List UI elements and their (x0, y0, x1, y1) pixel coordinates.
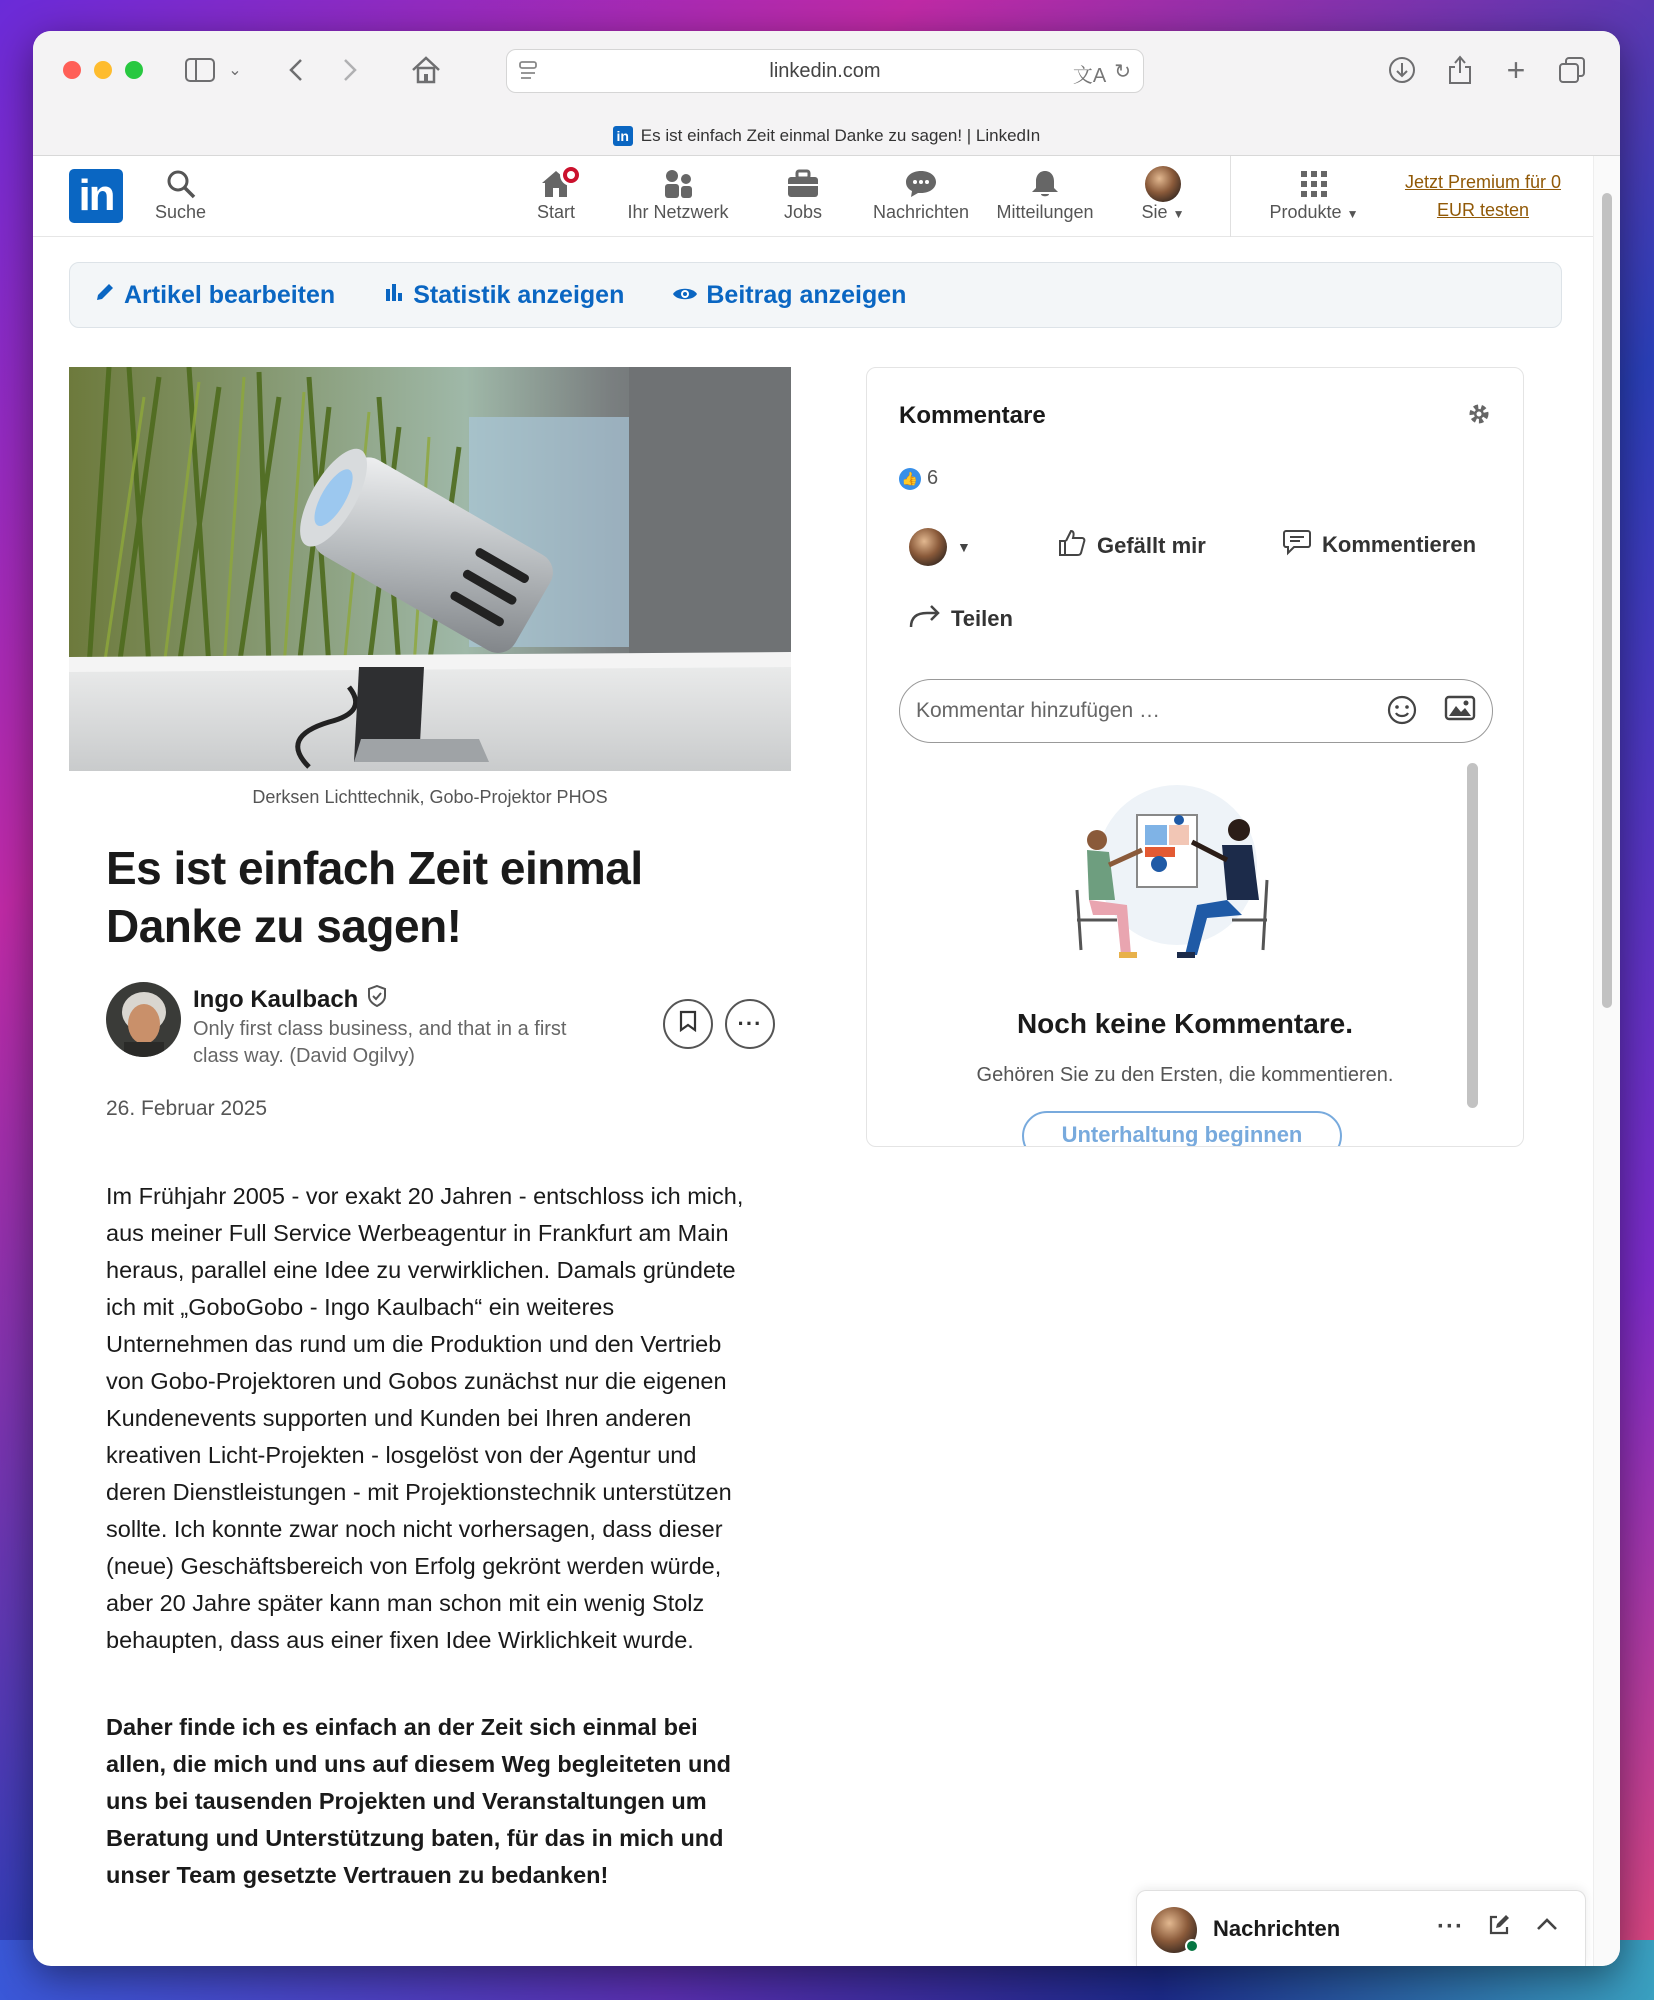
window-controls (63, 61, 143, 79)
emoji-icon[interactable] (1386, 694, 1418, 733)
address-bar[interactable] (506, 49, 1144, 93)
messaging-bar[interactable] (1136, 1890, 1586, 1966)
bell-icon (1030, 166, 1060, 202)
nav-start-label: Start (536, 202, 575, 222)
minimize-window-button[interactable] (94, 61, 112, 79)
tab-title: Es ist einfach Zeit einmal Danke zu sagen! | LinkedIn (640, 126, 1041, 145)
briefcase-icon (786, 166, 820, 202)
image-icon[interactable] (1444, 694, 1476, 733)
home-icon[interactable] (409, 53, 443, 87)
linkedin-nav (33, 156, 1593, 237)
caret-down-icon: ▼ (957, 539, 971, 555)
avatar (1145, 166, 1181, 202)
nav-messages-label: Nachrichten (872, 202, 970, 222)
nav-search[interactable] (155, 166, 206, 223)
bookmark-icon (679, 1010, 697, 1038)
comment-input-placeholder: Kommentar hinzufügen … (916, 699, 1160, 722)
zoom-window-button[interactable] (125, 61, 143, 79)
article-paragraph: Im Frühjahr 2005 - vor exakt 20 Jahren - entschloss ich mich, aus meiner Full Service Werbeagentur in Frankfurt am Main heraus, parallel eine Idee zu verwirklichen. Damals gründete ich mit „GoboGobo - Ingo Kaulbach“ ein weiteres Unternehmen das rund um die Produktion und den Vertrieb von Gobo-Projektoren und Gobos zunächst nur die eigenen Kundenevents supporten und Kunden bei Ihren anderen kreativen Licht-Projekten - losgelöst von der Agentur und deren Dienstleistungen - mit Projektionstechnik unterstützen sollte. Ich konnte zwar noch nicht vorhersagen, dass dieser (neue) Geschäftsbereich von Erfolg gekrönt werden würde, aber 20 Jahre später kann man schon mit ein wenig Stolz behaupten, dass aus einer fixen Idee Wirklichkeit wurde. (106, 1183, 744, 1653)
chevron-down-icon[interactable]: ⌄ (228, 62, 242, 79)
article-title: Es ist einfach Zeit einmal Danke zu sagen! (106, 842, 643, 952)
nav-messages[interactable] (866, 166, 976, 223)
nav-start[interactable] (521, 166, 591, 223)
chevron-up-icon[interactable] (1535, 1913, 1559, 1944)
nav-jobs[interactable] (773, 166, 833, 223)
edit-article-button[interactable]: Artikel bearbeiten (94, 281, 335, 310)
view-post-button[interactable]: Beitrag anzeigen (672, 281, 906, 310)
share-icon[interactable] (1443, 53, 1477, 87)
search-icon (166, 166, 196, 202)
nav-search-label: Suche (155, 202, 207, 222)
grid-icon (1299, 166, 1329, 202)
pencil-icon (94, 281, 116, 310)
page-settings-icon[interactable] (519, 60, 537, 82)
comments-title: Kommentare (899, 402, 1046, 429)
reaction-count[interactable]: 👍 6 (899, 467, 938, 490)
comment-icon (1282, 528, 1312, 562)
close-window-button[interactable] (63, 61, 81, 79)
tab-overview-icon[interactable] (1555, 53, 1589, 87)
article-body (106, 1178, 761, 1944)
online-status-dot (1185, 1939, 1199, 1953)
nav-products[interactable] (1259, 166, 1369, 223)
eye-icon (672, 281, 698, 310)
nav-jobs-label: Jobs (783, 202, 823, 222)
more-icon: ··· (737, 1011, 763, 1036)
translate-icon[interactable]: 文A (1072, 65, 1107, 87)
page-scrollbar-thumb[interactable] (1602, 193, 1612, 1008)
article-action-bar (69, 262, 1562, 328)
verified-icon (366, 985, 388, 1014)
nav-notifications[interactable] (989, 166, 1101, 223)
gear-icon[interactable] (1467, 402, 1491, 433)
sidebar-icon[interactable] (183, 53, 217, 87)
linkedin-favicon-icon: in (613, 126, 633, 146)
nav-network[interactable] (618, 166, 738, 223)
more-icon[interactable]: ··· (1437, 1913, 1464, 1940)
start-conversation-button[interactable]: Unterhaltung beginnen (1022, 1111, 1342, 1147)
empty-comments-subtitle: Gehören Sie zu den Ersten, die kommentieren. (976, 1064, 1394, 1086)
address-text: linkedin.com (769, 59, 881, 82)
new-tab-icon[interactable]: + (1506, 51, 1526, 88)
share-button[interactable]: Teilen (909, 603, 1013, 635)
notification-badge (560, 164, 582, 186)
image-caption: Derksen Lichttechnik, Gobo-Projektor PHOS (252, 787, 608, 807)
nav-me-label: Sie ▼ (1141, 202, 1185, 222)
comments-panel (866, 367, 1524, 1147)
home-icon (540, 166, 572, 202)
bookmark-button[interactable] (663, 999, 713, 1049)
nav-divider (1230, 156, 1231, 237)
avatar (909, 528, 947, 566)
show-stats-button[interactable]: Statistik anzeigen (383, 281, 624, 310)
linkedin-logo[interactable]: in (69, 169, 123, 223)
nav-notifications-label: Mitteilungen (996, 202, 1094, 222)
empty-comments-illustration (1067, 780, 1277, 980)
nav-products-label: Produkte ▼ (1269, 202, 1359, 222)
comment-input[interactable] (899, 679, 1493, 743)
back-icon[interactable] (281, 53, 311, 87)
actor-selector[interactable] (909, 528, 971, 566)
browser-window (33, 31, 1620, 1966)
like-reaction-icon: 👍 (899, 468, 921, 490)
messaging-label: Nachrichten (1213, 1916, 1341, 1941)
publish-date: 26. Februar 2025 (106, 1097, 268, 1120)
author-avatar[interactable] (106, 982, 181, 1057)
chat-icon (904, 166, 938, 202)
caret-down-icon: ▼ (1346, 207, 1359, 221)
share-arrow-icon (909, 603, 941, 635)
like-button[interactable]: Gefällt mir (1057, 528, 1206, 564)
comment-button[interactable]: Kommentieren (1282, 528, 1476, 562)
thumbs-up-icon (1057, 528, 1087, 564)
premium-link[interactable]: Jetzt Premium für 0 EUR testen (1404, 172, 1562, 220)
nav-network-label: Ihr Netzwerk (627, 202, 729, 222)
comments-scrollbar[interactable] (1467, 763, 1478, 1108)
active-tab[interactable] (33, 121, 1620, 151)
compose-icon[interactable] (1487, 1913, 1511, 1944)
author-tagline: Only first class business, and that in a first class way. (David Ogilvy) (193, 1018, 567, 1067)
network-icon (661, 166, 695, 202)
more-options-button[interactable] (725, 999, 775, 1049)
bar-chart-icon (383, 281, 405, 310)
author-name[interactable]: Ingo Kaulbach (193, 985, 388, 1014)
caret-down-icon: ▼ (1172, 207, 1185, 221)
article-hero-image (69, 367, 791, 771)
empty-comments-title: Noch keine Kommentare. (1016, 1008, 1354, 1039)
forward-icon[interactable] (335, 53, 365, 87)
browser-toolbar (33, 31, 1620, 156)
downloads-icon[interactable] (1385, 53, 1419, 87)
article-paragraph: Daher finde ich es einfach an der Zeit sich einmal bei allen, die mich und uns auf diesem Weg begleiteten und uns bei tausenden Projekten und Veranstaltungen um Beratung und Unterstützung baten, für das in mich und unser Team gesetzte Vertrauen zu bedanken! (106, 1714, 732, 1888)
reload-icon[interactable]: ↻ (1114, 61, 1131, 83)
nav-me[interactable] (1133, 166, 1193, 223)
